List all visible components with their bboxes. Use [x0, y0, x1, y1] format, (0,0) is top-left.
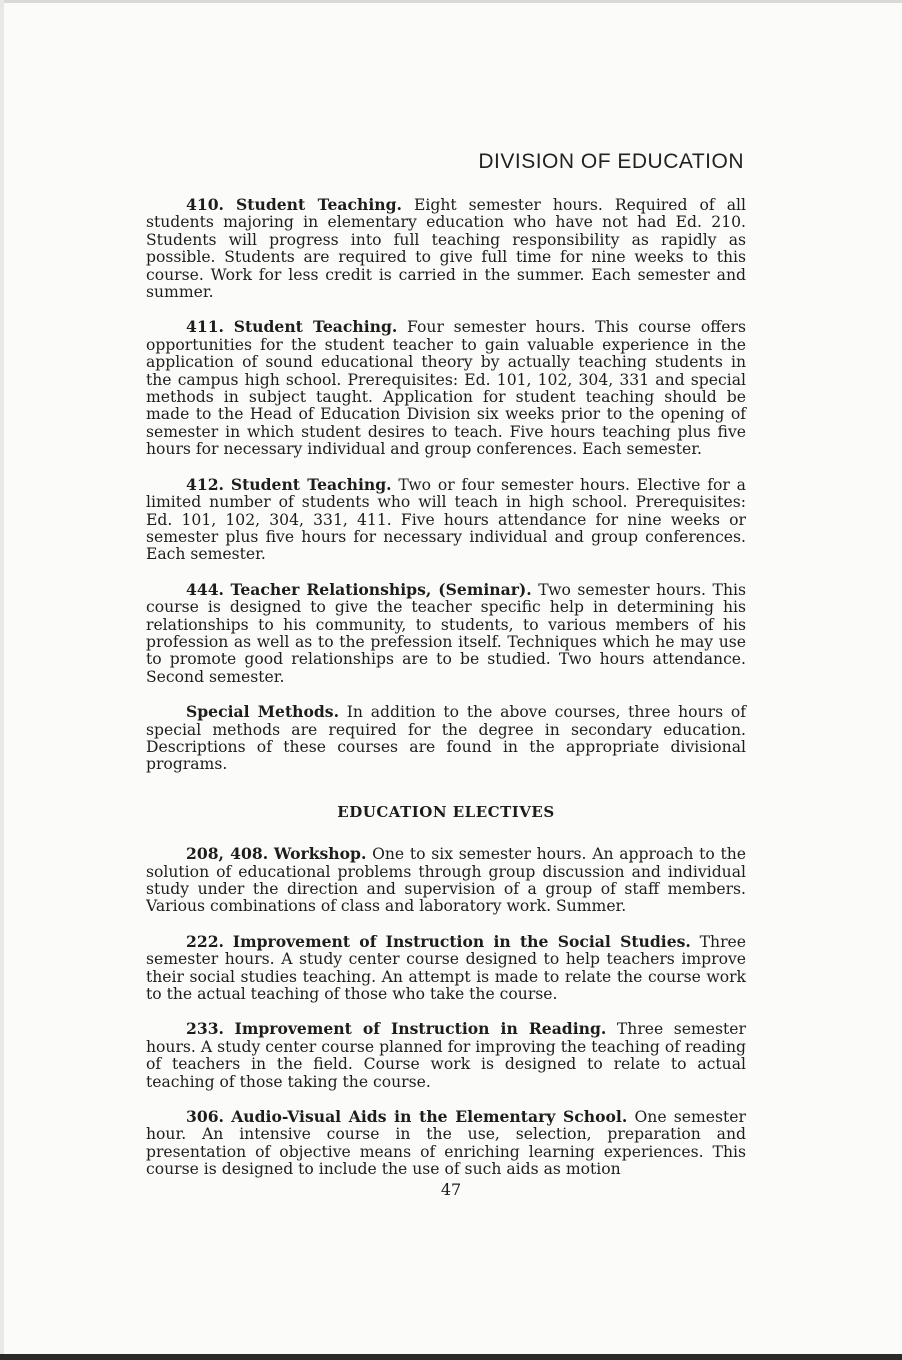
course-title: Student Teaching.: [230, 474, 392, 494]
course-title: Student Teaching.: [233, 317, 398, 337]
course-title: Improvement of Instruction in Reading.: [234, 1019, 607, 1039]
elective-entry: [146, 1108, 746, 1179]
course-entry: [146, 318, 746, 458]
top-edge: [0, 0, 902, 3]
course-title: Workshop.: [273, 844, 367, 864]
course-title: Special Methods.: [186, 702, 339, 722]
left-edge: [0, 0, 4, 1360]
course-description: In addition to the above courses, three hours of special methods are required for the degree in secondary education. Descriptions of these courses are found in the appropriate divisional programs.: [146, 703, 746, 774]
course-description: Three semester hours. A study center course planned for improving the teaching of reading of teachers in the field. Course work is designed to relate to actual teaching of those taking the course.: [146, 1020, 746, 1091]
course-title: Teacher Relationships, (Seminar).: [230, 579, 532, 599]
course-number: 222.: [186, 931, 224, 951]
running-head: DIVISION OF EDUCATION: [478, 150, 744, 173]
bottom-edge: [0, 1354, 902, 1360]
course-description: Two or four semester hours. Elective for a limited number of students who will teach in high school. Prerequisites: Ed. 101, 102, 304, 331, 411. Five hours attendance for nine weeks or semester plus five hours for necessary individual and group conferences. Each semester.: [146, 475, 746, 564]
course-description: One semester hour. An intensive course in the use, selection, preparation and presentation of objective means of enriching learning experiences. This course is designed to include the use of such aids as motion: [146, 1108, 746, 1179]
course-description: Two semester hours. This course is designed to give the teacher specific help in determining his relationships to his community, to students, to various members of his profession as well as to the prefession itself. Techniques which he may use to promote good relationships are to be studied. Two hours attendance. Second semester.: [146, 580, 746, 686]
course-description: Three semester hours. A study center course designed to help teachers improve their social studies teaching. An attempt is made to relate the course work to the actual teaching of those who take the course.: [146, 932, 746, 1004]
course-entry: [146, 703, 746, 774]
course-title: Student Teaching.: [236, 195, 402, 214]
course-description: Eight semester hours. Required of all students majoring in elementary education who have not had Ed. 210. Students will progress into full teaching responsibility as rapidly as possible. Students are required to give full time for nine weeks to this course. Work for less credit is carried in the summer. Each semester and summer.: [146, 196, 746, 302]
course-entry: [146, 476, 746, 564]
elective-entry: [146, 1020, 746, 1091]
page-content: [146, 196, 746, 1196]
elective-entry: [146, 933, 746, 1004]
course-title: Audio-Visual Aids in the Elementary School.: [231, 1107, 628, 1127]
course-number: 444.: [186, 579, 224, 599]
course-entry: [146, 196, 746, 301]
course-number: 208, 408.: [186, 844, 269, 864]
section-heading: EDUCATION ELECTIVES: [337, 802, 555, 821]
elective-entry: [146, 845, 746, 916]
course-description: Four semester hours. This course offers opportunities for the student teacher to gain valuable experience in the application of sound educational theory by actually teaching students in the campus high school. Prerequisites: Ed. 101, 102, 304, 331 and special methods in subject taught. Application for student teaching should be made to the Head of Education Division six weeks prior to the opening of semester in which student desires to teach. Five hours teaching plus five hours for necessary individual and group conferences. Each semester.: [146, 318, 746, 459]
course-entry: [146, 581, 746, 686]
course-title: Improvement of Instruction in the Social Studies.: [232, 931, 691, 951]
course-number: 412.: [186, 474, 224, 494]
course-number: 233.: [186, 1019, 224, 1039]
course-number: 410.: [186, 195, 224, 214]
course-description: One to six semester hours. An approach to the solution of educational problems through group discussion and individual study under the direction and supervision of a group of staff members. Various combinations of class and laboratory work. Summer.: [146, 845, 746, 916]
page-number: 47: [440, 1180, 462, 1199]
course-number: 411.: [186, 317, 224, 337]
course-number: 306.: [186, 1107, 224, 1127]
